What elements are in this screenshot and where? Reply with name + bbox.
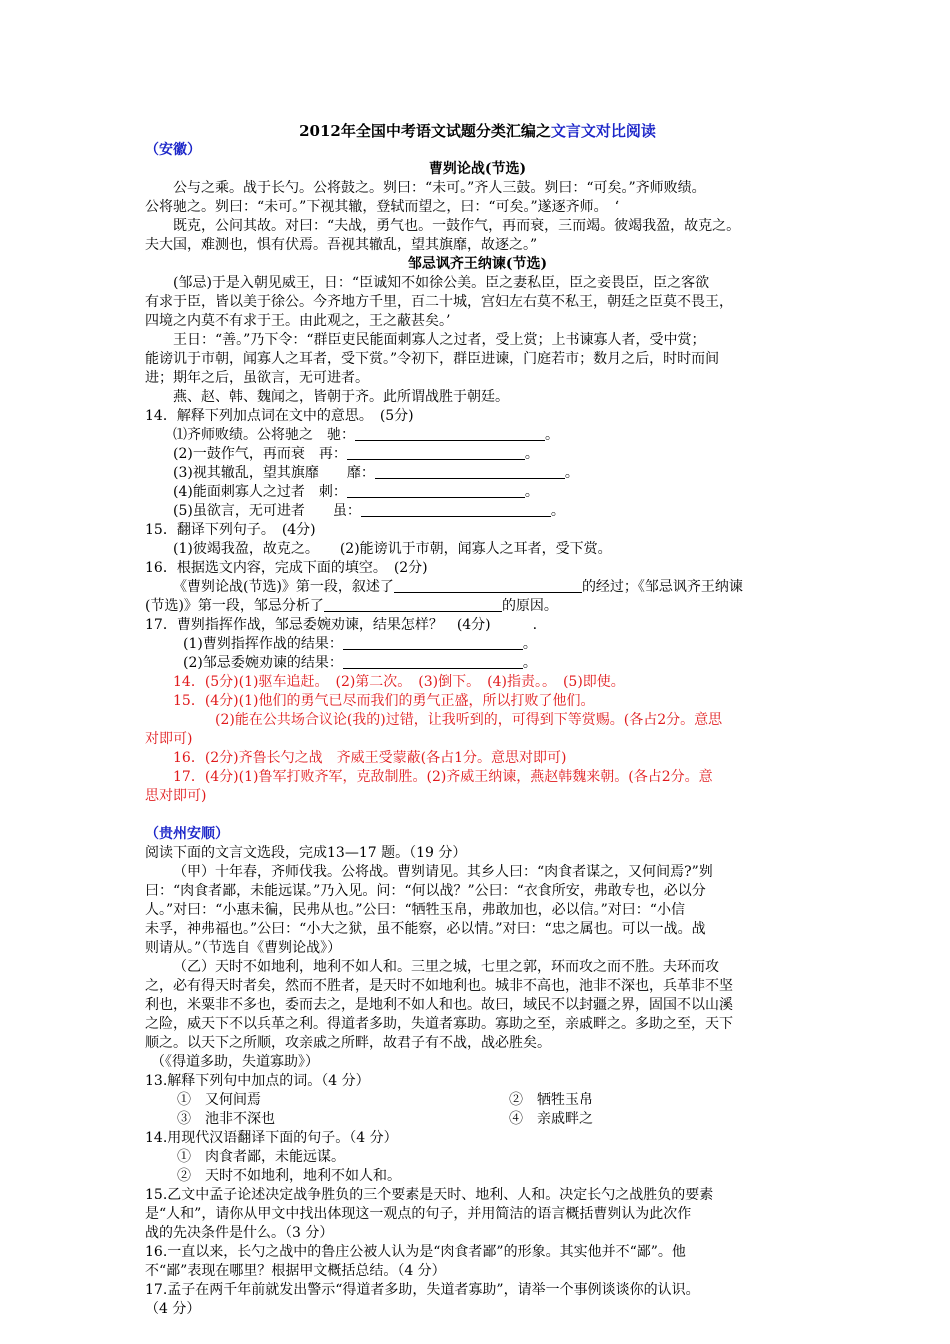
text1-line: 公与之乘。战于长勺。公将鼓之。刿曰：“未可。”齐人三鼓。刿曰：“可矣。”齐师败绩。: [173, 180, 706, 196]
question-17: 17．曹刿指挥作战，邹忌委婉劝谏，结果怎样？ (4分) .: [145, 617, 538, 633]
q13-item: ④ 亲戚畔之: [509, 1111, 593, 1127]
answer-line: 思对即可): [145, 788, 207, 804]
g-question-14: 14.用现代汉语翻译下面的句子。（4 分）: [145, 1130, 398, 1146]
text2-line: 王日：“善。”乃下令：“群臣吏民能面刺寡人之过者，受上赏；上书谏寡人者，受中赏；: [173, 332, 706, 348]
jia-line: 人。”对曰：“小惠未徧，民弗从也。”公曰：“牺牲玉帛，弗敢加也，必以信。”对曰：“小信: [145, 902, 685, 918]
text1-line: 夫大国，难测也，惧有伏焉。吾视其辙乱，望其旗靡，故逐之。”: [145, 237, 538, 253]
jia-line: 则请从。”（节选自《曹刿论战》）: [145, 940, 342, 956]
g-question-15: 15.乙文中孟子论述决定战争胜负的三个要素是天时、地利、人和。决定长勺之战胜负的要素: [145, 1187, 714, 1203]
title-link[interactable]: 文言文对比阅读: [550, 122, 656, 140]
q14-item: (3)视其辙乱，望其旗靡 靡： 。: [173, 465, 579, 481]
text1-line: 公将驰之。刿曰：“未可。”下视其辙，登轼而望之，曰：“可矣。”遂逐齐师。 ‘: [145, 199, 620, 215]
question-14: 14．解释下列加点词在文中的意思。 (5分): [145, 408, 414, 424]
jia-line: 未孚，神弗福也。”公曰：“小大之狱，虽不能察，必以情。”对曰：“忠之属也。可以一战。战: [145, 921, 706, 937]
jia-line: （甲）十年春，齐师伐我。公将战。曹刿请见。其乡人曰：“肉食者谋之，又何间焉?”刿: [173, 864, 713, 880]
text2-line: 燕、赵、韩、魏闻之，皆朝于齐。此所谓战胜于朝廷。: [173, 389, 509, 405]
answer-line: 16．(2分)齐鲁长勺之战 齐威王受蒙蔽(各占1分。意思对即可): [173, 750, 567, 766]
reading-intro: 阅读下面的文言文选段，完成13—17 题。（19 分）: [145, 845, 467, 861]
text1-line: 既克，公问其故。对曰：“夫战，勇气也。一鼓作气，再而衰，三而竭。彼竭我盈，故克之。: [173, 218, 741, 234]
answer-line: 14．(5分)(1)驱车追赶。 (2)第二次。 (3)倒下。 (4)指责。。 (5)即使。: [173, 674, 625, 690]
answer-blank[interactable]: [324, 597, 502, 612]
q15-items: (1)彼竭我盈，故克之。 (2)能谤讥于市朝，闻寡人之耳者，受下赏。: [173, 541, 612, 557]
q14-item: ⑴齐师败绩。公将驰之 驰： 。: [173, 427, 559, 443]
text2-line: (邹忌)于是入朝见威王，日：“臣诚知不如徐公美。臣之妻私臣，臣之妾畏臣，臣之客欲: [173, 275, 710, 291]
question-15: 15．翻译下列句子。 (4分): [145, 522, 316, 538]
answer-blank[interactable]: [343, 654, 523, 669]
answer-line: (2)能在公共场合议论(我的)过错，让我听到的，可得到下等赏赐。(各占2分。意思: [215, 712, 723, 728]
answer-blank[interactable]: [343, 635, 523, 650]
yi-line: 之险，威天下不以兵革之利。得道者多助，失道者寡助。寡助之至，亲戚畔之。多助之至，天下: [145, 1016, 733, 1032]
text2-title: 邹忌讽齐王纳谏(节选): [407, 256, 548, 272]
answer-line: 17．(4分)(1)鲁军打败齐军，克敌制胜。(2)齐威王纳谏，燕赵韩魏来朝。(各占2分。意: [173, 769, 713, 785]
q14-item: ① 肉食者鄙，未能远谋。: [177, 1149, 345, 1165]
answer-blank[interactable]: [361, 502, 551, 517]
yi-line: 顺之。以天下之所顺，攻亲戚之所畔，故君子有不战，战必胜矣。: [145, 1035, 551, 1051]
q13-row: [145, 1091, 810, 1110]
text2-line: 有求于臣，皆以美于徐公。今齐地方千里，百二十城，宫妇左右莫不私王，朝廷之臣莫不畏王，: [145, 294, 733, 310]
answer-blank[interactable]: [355, 426, 545, 441]
answer-blank[interactable]: [394, 578, 582, 593]
g-question-16: 16.一直以来，长勺之战中的鲁庄公被人认为是“肉食者鄙”的形象。其实他并不“鄙”。他: [145, 1244, 686, 1260]
page-title: [145, 122, 810, 141]
answer-blank[interactable]: [375, 464, 565, 479]
yi-line: 利也，米粟非不多也，委而去之，是地利不如人和也。故曰，域民不以封疆之界，固国不以山溪: [145, 997, 733, 1013]
q14-item: ② 天时不如地利，地利不如人和。: [177, 1168, 401, 1184]
jia-line: 曰：“肉食者鄙，未能远谋。”乃入见。问：“何以战？”公曰：“衣食所安，弗敢专也，必以分: [145, 883, 706, 899]
q14-item: (4)能面刺寡人之过者 刺： 。: [173, 484, 539, 500]
g-question-17: 17.孟子在两千年前就发出警示“得道者多助，失道者寡助”，请举一个事例谈谈你的认识。: [145, 1282, 700, 1298]
answer-blank[interactable]: [347, 483, 525, 498]
yi-line: 之，必有得天时者矣，然而不胜者，是天时不如地利也。城非不高也，池非不深也，兵革非不坚: [145, 978, 733, 994]
q13-item: ① 又何间焉: [177, 1092, 261, 1108]
g-question-15: 战的先决条件是什么。（3 分）: [145, 1225, 334, 1241]
answer-line: 15．(4分)(1)他们的勇气已尽而我们的勇气正盛，所以打败了他们。: [173, 693, 595, 709]
g-question-13: 13.解释下列句中加点的词。（4 分）: [145, 1073, 370, 1089]
g-question-15: 是“人和”，请你从甲文中找出体现这一观点的句子，并用简洁的语言概括曹刿认为此次作: [145, 1206, 692, 1222]
answer-blank[interactable]: [347, 445, 525, 460]
question-16: 16．根据选文内容，完成下面的填空。 (2分): [145, 560, 428, 576]
q14-item: (5)虽欲言，无可进者 虽： 。: [173, 503, 565, 519]
yi-source: （《得道多助，失道寡助》）: [151, 1054, 319, 1070]
yi-line: （乙）天时不如地利，地利不如人和。三里之城，七里之郭，环而攻之而不胜。夫环而攻: [173, 959, 719, 975]
title-prefix: 2012年全国中考语文试题分类汇编之: [299, 122, 551, 140]
region-label-guizhou: （贵州安顺）: [145, 826, 229, 842]
g-question-17: （4 分）: [145, 1301, 201, 1317]
q13-item: ② 牺牲玉帛: [509, 1092, 593, 1108]
region-label-anhui: （安徽）: [145, 142, 201, 158]
q13-item: ③ 池非不深也: [177, 1111, 275, 1127]
text1-title: 曹刿论战(节选): [428, 161, 527, 177]
answer-line: 对即可): [145, 731, 193, 747]
document-page: [145, 122, 810, 1319]
q16-line: 《曹刿论战(节选)》第一段，叙述了 的经过；《邹忌讽齐王纳谏: [173, 579, 743, 595]
g-question-16: 不“鄙”表现在哪里？根据甲文概括总结。（4 分）: [145, 1263, 446, 1279]
text2-line: 能谤讥于市朝，闻寡人之耳者，受下赏。”令初下，群臣进谏，门庭若市；数月之后，时时而间: [145, 351, 720, 367]
text2-line: 四境之内莫不有求于王。由此观之，王之蔽甚矣。’: [145, 313, 451, 329]
text2-line: 进；期年之后，虽欲言，无可进者。: [145, 370, 369, 386]
q16-line: (节选)》第一段，邹忌分析了 的原因。: [145, 598, 558, 614]
q17-item: (1)曹刿指挥作战的结果： 。: [183, 636, 537, 652]
q14-item: (2)一鼓作气，再而衰 再： 。: [173, 446, 539, 462]
q17-item: (2)邹忌委婉劝谏的结果： 。: [183, 655, 537, 671]
q13-row: [145, 1110, 810, 1129]
